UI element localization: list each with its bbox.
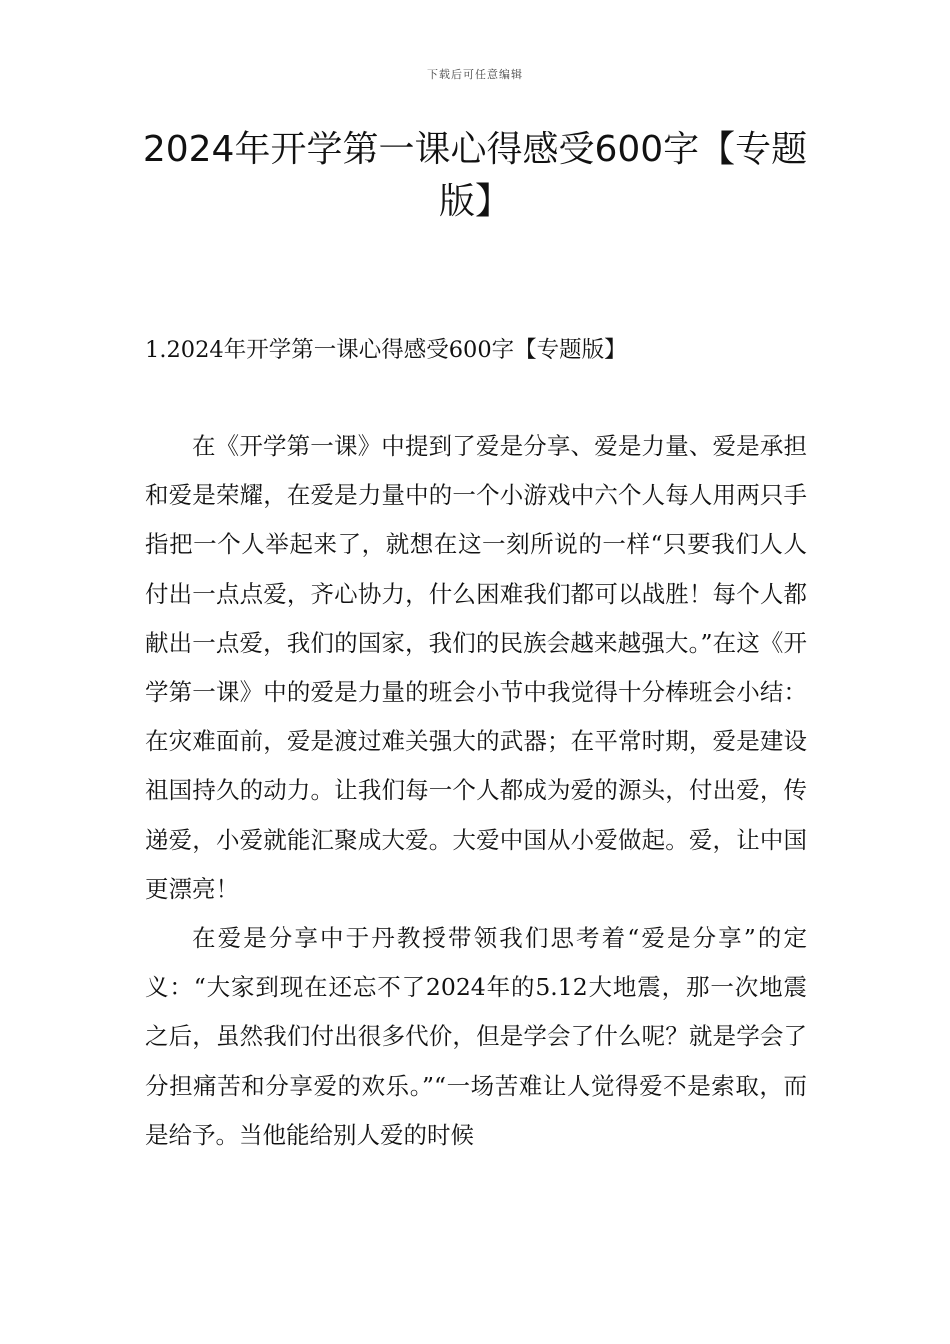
paragraph-1: 在《开学第一课》中提到了爱是分享、爱是力量、爱是承担和爱是荣耀，在爱是力量中的一个小游戏中六个人每人用两只手指把一个人举起来了，就想在这一刻所说的一样“只要我们人人付出一点点爱，齐心协力，什么困难我们都可以战胜！每个人都献出一点爱，我们的国家，我们的民族会越来越强大。”在这《开学第一课》中的爱是力量的班会小节中我觉得十分棒班会小结：在灾难面前，爱是渡过难关强大的武器；在平常时期，爱是建设祖国持久的动力。让我们每一个人都成为爱的源头，付出爱，传递爱，小爱就能汇聚成大爱。大爱中国从小爱做起。爱，让中国更漂亮！: [145, 432, 807, 903]
document-title: 2024年开学第一课心得感受600字【专题版】: [142, 129, 808, 222]
section-heading: 1.2024年开学第一课心得感受600字【专题版】: [145, 337, 627, 363]
paragraph-2: 在爱是分享中于丹教授带领我们思考着“爱是分享”的定义：“大家到现在还忘不了2024年的5.12大地震，那一次地震之后，虽然我们付出很多代价，但是学会了什么呢？就是学会了分担痛苦和分享爱的欢乐。”“一场苦难让人觉得爱不是索取，而是给予。当他能给别人爱的时候: [145, 924, 807, 1149]
header-note: 下载后可任意编辑: [427, 68, 523, 81]
body-text: [145, 422, 807, 1160]
